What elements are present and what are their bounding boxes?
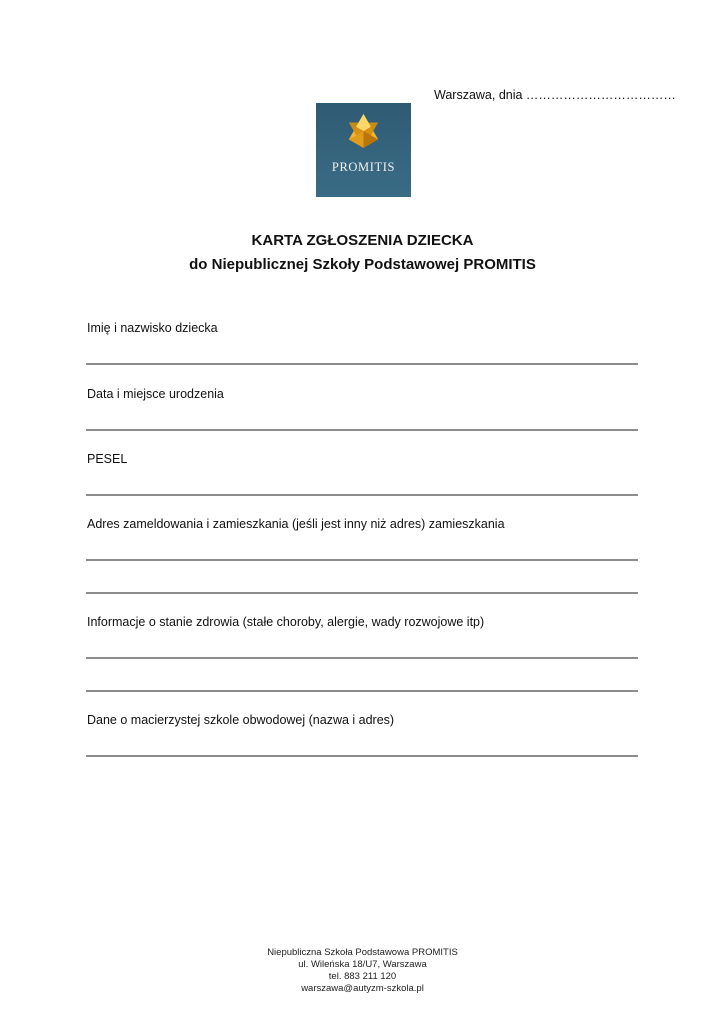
promitis-logo	[316, 103, 411, 197]
address-label: Adres zameldowania i zamieszkania (jeśli jest inny niż adres) zamieszkania	[87, 517, 505, 531]
logo-text: PROMITIS	[331, 160, 396, 174]
health-info-line-1[interactable]	[86, 657, 638, 659]
date-line: Warszawa, dnia ………………………………	[434, 88, 676, 102]
pesel-label: PESEL	[87, 452, 128, 466]
footer-phone: tel. 883 211 120	[328, 971, 397, 982]
address-line-1[interactable]	[86, 559, 638, 561]
child-name-line[interactable]	[86, 363, 638, 365]
child-name-label: Imię i nazwisko dziecka	[87, 321, 218, 335]
home-school-line[interactable]	[86, 755, 638, 757]
health-info-label: Informacje o stanie zdrowia (stałe choroby, alergie, wady rozwojowe itp)	[87, 615, 485, 629]
footer-email: warszawa@autyzm-szkola.pl	[301, 983, 424, 994]
birth-date-place-line[interactable]	[86, 429, 638, 431]
birth-date-place-label: Data i miejsce urodzenia	[87, 387, 224, 401]
health-info-line-2[interactable]	[86, 690, 638, 692]
footer-school-name: Niepubliczna Szkoła Podstawowa PROMITIS	[267, 947, 458, 958]
address-line-2[interactable]	[86, 592, 638, 594]
form-subtitle: do Niepublicznej Szkoły Podstawowej PROMITIS	[189, 256, 536, 273]
footer	[0, 947, 725, 995]
form-title: KARTA ZGŁOSZENIA DZIECKA	[251, 232, 474, 249]
star-of-david-icon	[316, 103, 411, 163]
home-school-label: Dane o macierzystej szkole obwodowej (nazwa i adres)	[87, 713, 395, 727]
pesel-line[interactable]	[86, 494, 638, 496]
footer-address: ul. Wileńska 18/U7, Warszawa	[298, 959, 427, 970]
